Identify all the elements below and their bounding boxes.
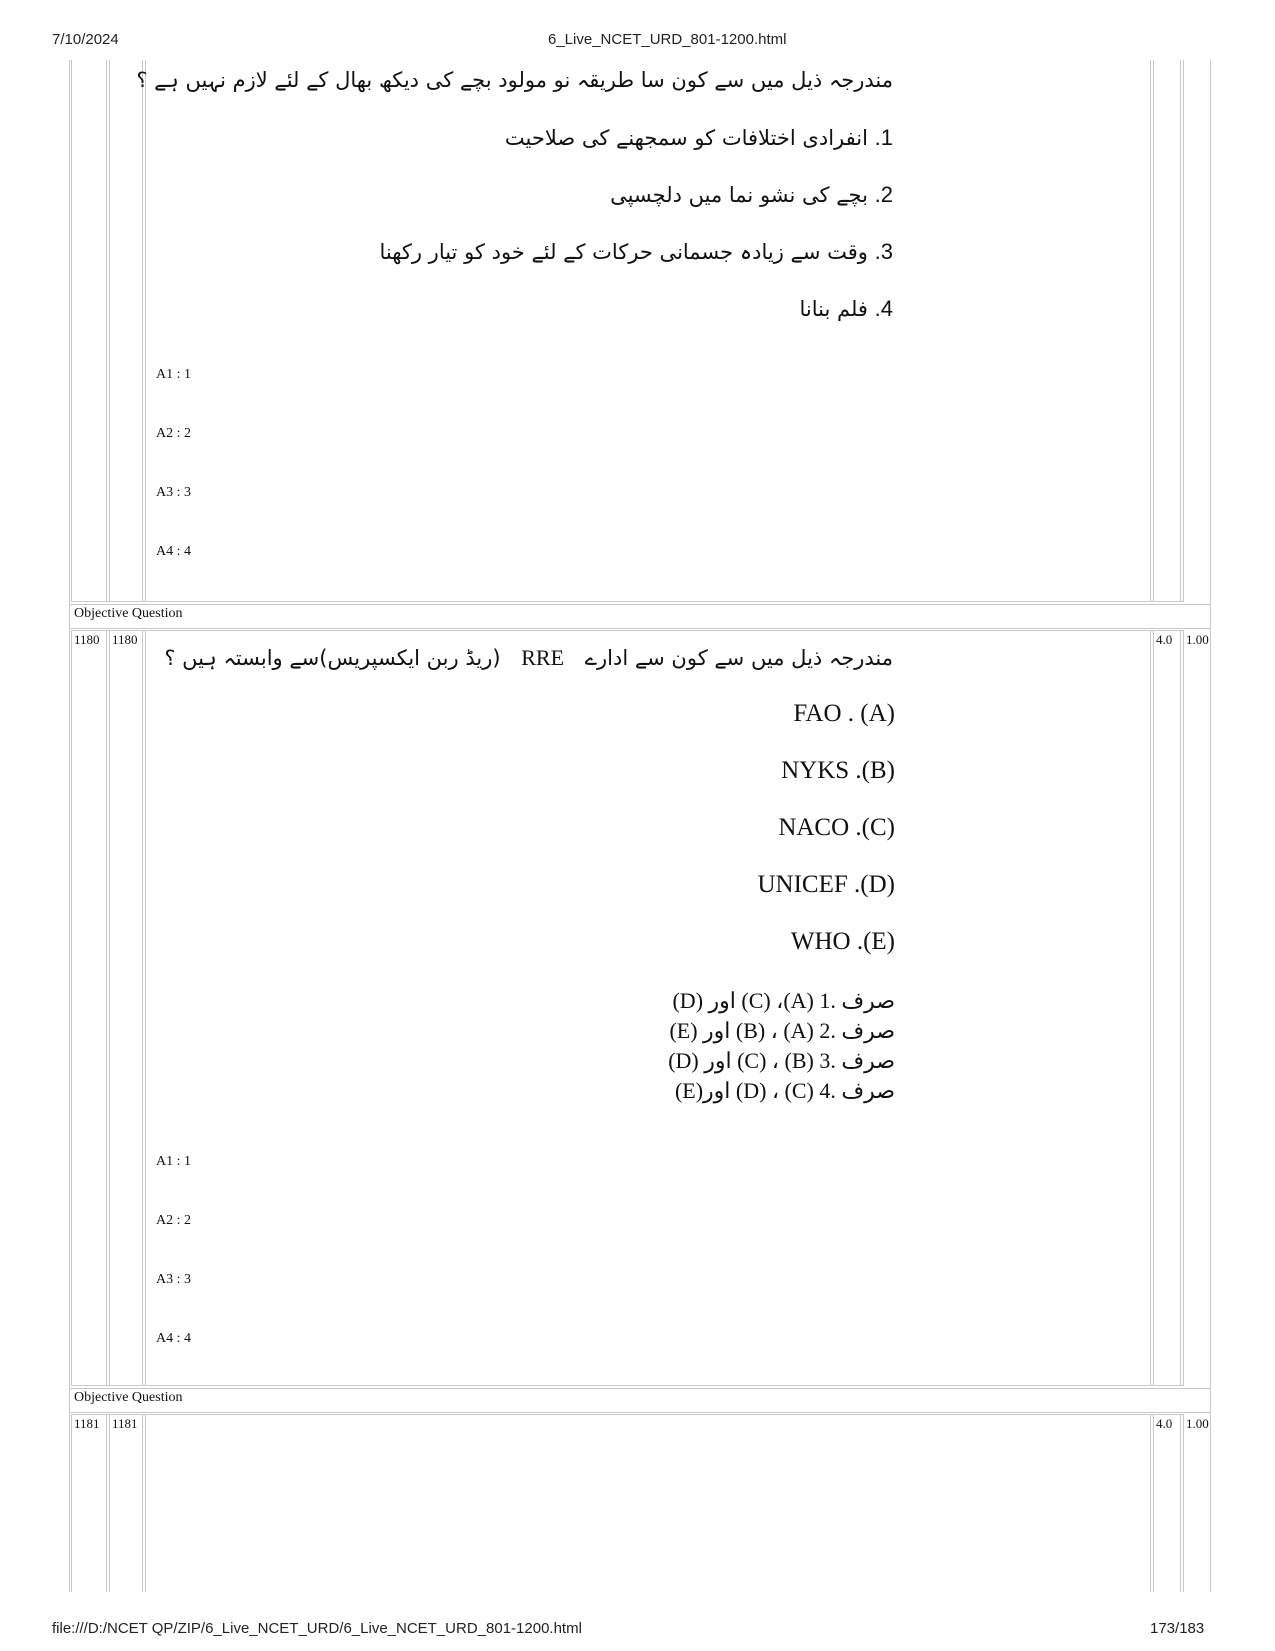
- marks: 4.0: [1156, 632, 1173, 647]
- item-e: WHO .(E): [790, 928, 895, 955]
- combo-option-1: (D) اور (C) ،(A) صرف .1: [672, 988, 895, 1013]
- item-d: UNICEF .(D): [757, 871, 895, 898]
- serial-number: 1181: [74, 1416, 100, 1431]
- option-text: وقت سے زیادہ جسمانی حرکات کے لئے خود کو تیار رکھنا: [379, 240, 868, 264]
- question-type-label: Objective Question: [74, 1390, 183, 1405]
- question-type-label: Objective Question: [74, 606, 183, 621]
- serial-number: 1180: [74, 632, 100, 647]
- answer-option-1: A1 : 1: [156, 1154, 191, 1169]
- option-number: 2.: [874, 182, 893, 207]
- option-number: 4.: [874, 296, 893, 321]
- answer-option-4: A4 : 4: [156, 544, 191, 559]
- negative-marks: 1.00: [1186, 1416, 1209, 1431]
- option-text: بچے کی نشو نما میں دلچسپی: [610, 183, 868, 207]
- item-a: FAO . (A): [793, 700, 895, 727]
- header-title: 6_Live_NCET_URD_801-1200.html: [548, 31, 787, 48]
- item-c: NACO .(C): [778, 814, 895, 841]
- option-number: 3.: [874, 239, 893, 264]
- option-number: 1.: [874, 125, 893, 150]
- option-4: [799, 296, 893, 322]
- option-text: انفرادی اختلافات کو سمجھنے کی صلاحیت: [504, 126, 868, 150]
- footer-page-number: 173/183: [1150, 1620, 1205, 1637]
- item-b: NYKS .(B): [781, 757, 895, 784]
- marks: 4.0: [1156, 1416, 1173, 1431]
- question-text: [164, 645, 893, 671]
- answer-option-1: A1 : 1: [156, 367, 191, 382]
- answer-option-2: A2 : 2: [156, 426, 191, 441]
- answer-option-3: A3 : 3: [156, 1272, 191, 1287]
- answer-option-2: A2 : 2: [156, 1213, 191, 1228]
- footer-file-path: file:///D:/NCET QP/ZIP/6_Live_NCET_URD/6_Live_NCET_URD_801-1200.html: [52, 1620, 582, 1637]
- question-text: مندرجہ ذیل میں سے کون سا طریقہ نو مولود بچے کی دیکھ بھال کے لئے لازم نہیں ہے ؟: [136, 68, 893, 92]
- option-text: فلم بنانا: [799, 297, 868, 321]
- answer-option-3: A3 : 3: [156, 485, 191, 500]
- option-1: [505, 125, 893, 151]
- header-date: 7/10/2024: [52, 31, 119, 48]
- question-rre: RRE: [521, 645, 565, 670]
- question-text-prefix: مندرجہ ذیل میں سے کون سے ادارے: [584, 646, 893, 670]
- option-2: [610, 182, 893, 208]
- answer-option-4: A4 : 4: [156, 1331, 191, 1346]
- negative-marks: 1.00: [1186, 632, 1209, 647]
- question-text-suffix: (ریڈ ربن ایکسپریس)سے وابستہ ہیں ؟: [164, 646, 501, 670]
- combo-option-4: (E)اور (D) ، (C) صرف .4: [674, 1078, 895, 1103]
- question-id: 1181: [112, 1416, 138, 1431]
- question-id: 1180: [112, 632, 138, 647]
- combo-option-3: (D) اور (C) ، (B) صرف .3: [668, 1048, 895, 1073]
- combo-option-2: (E) اور (B) ، (A) صرف .2: [669, 1018, 895, 1043]
- option-3: [379, 239, 893, 265]
